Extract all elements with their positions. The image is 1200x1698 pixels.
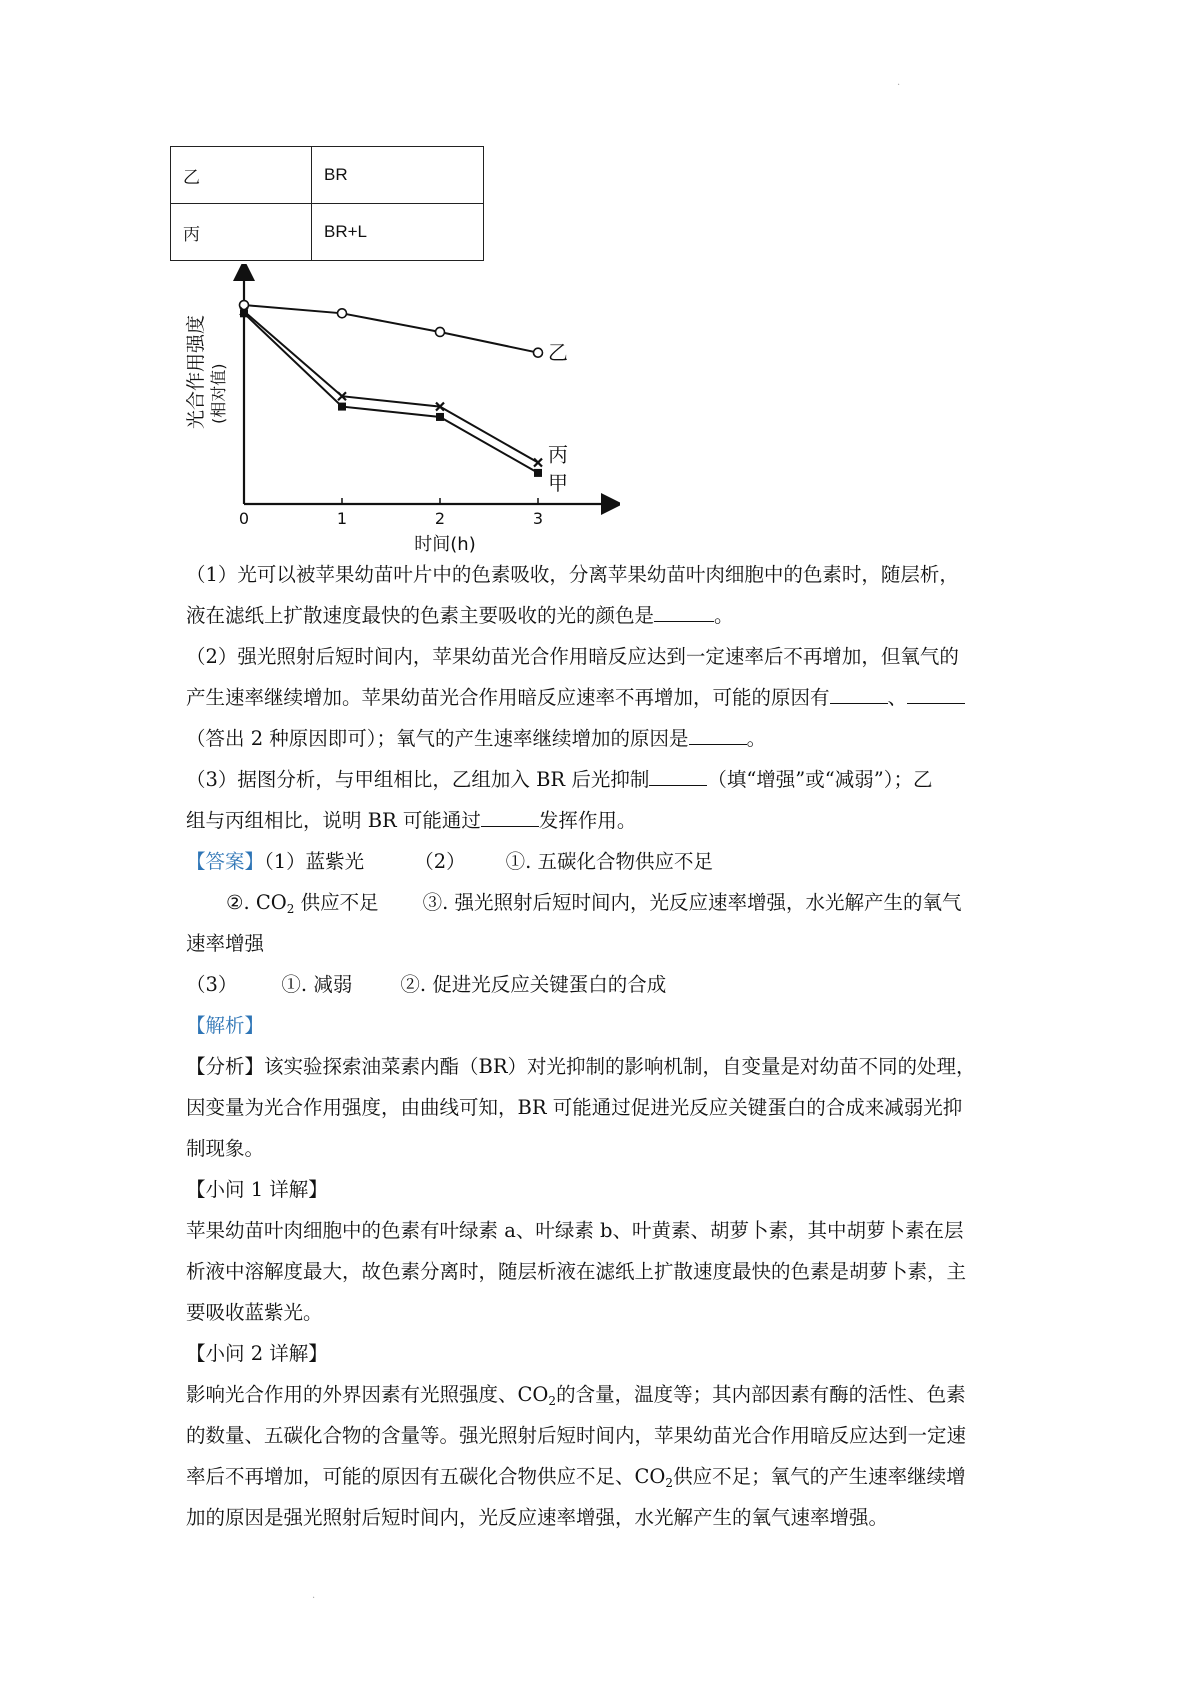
answer-blank (830, 683, 888, 704)
data-point-circle (338, 309, 347, 318)
series-label: 丙 (548, 442, 568, 467)
answer-2-label: （2） (414, 850, 466, 873)
fenxi-line: 因变量为光合作用强度，由曲线可知，BR 可能通过促进光反应关键蛋白的合成来减弱光抑 (186, 1096, 963, 1119)
series-line (244, 311, 538, 462)
table-cell-treatment: BR+L (312, 204, 484, 261)
x-axis-label: 时间(h) (414, 534, 476, 554)
sub2-line1-text: 影响光合作用的外界因素有光照强度、CO (186, 1383, 549, 1406)
answer-blank (649, 765, 707, 786)
x-tick-label: 3 (532, 509, 544, 528)
series-line (244, 313, 538, 473)
q3-line2-tail: 发挥作用。 (538, 809, 637, 832)
sub2-line1 (186, 1374, 1026, 1415)
data-point-cross (534, 459, 542, 467)
answer-blank (654, 601, 714, 622)
answer-3-2: ②. 促进光反应关键蛋白的合成 (400, 973, 667, 996)
q3-line2-text: 组与丙组相比，说明 BR 可能通过 (186, 809, 481, 832)
table-cell-treatment: BR (312, 147, 484, 204)
sub2-line3-text: 率后不再增加，可能的原因有五碳化合物供应不足、CO (186, 1465, 666, 1488)
data-point-circle (534, 348, 543, 357)
answer-2-3: ③. 强光照射后短时间内，光反应速率增强，水光解产生的氧气 (422, 891, 962, 914)
q2-line2-text: 产生速率继续增加。苹果幼苗光合作用暗反应速率不再增加，可能的原因有 (186, 686, 830, 709)
q2-line3-text: （答出 2 种原因即可）；氧气的产生速率继续增加的原因是 (186, 727, 689, 750)
subscript: 2 (548, 1394, 557, 1408)
table-cell-group: 丙 (171, 204, 312, 261)
answer-1: （1）蓝紫光 (264, 850, 365, 873)
sub2-line3 (186, 1456, 1026, 1497)
sub2-line4: 加的原因是强光照射后短时间内，光反应速率增强，水光解产生的氧气速率增强。 (186, 1506, 889, 1529)
answer-line1 (186, 841, 1026, 882)
fenxi-line: 制现象。 (186, 1137, 265, 1160)
series-label: 乙 (548, 340, 568, 365)
q1-line2 (186, 595, 1026, 636)
page-mark: · (897, 80, 901, 91)
subscript: 2 (665, 1476, 674, 1490)
q1-line1: （1）光可以被苹果幼苗叶片中的色素吸收，分离苹果幼苗叶肉细胞中的色素时，随层析， (186, 563, 959, 586)
answer-blank (481, 806, 539, 827)
series-label: 甲 (548, 470, 568, 495)
answer-tag: 【答案】 (186, 850, 265, 873)
y-axis-label: 光合作用强度 (185, 314, 207, 429)
sub2-line1-tail: 的含量，温度等；其内部因素有酶的活性、色素 (556, 1383, 966, 1406)
x-tick-label: 2 (434, 509, 446, 528)
x-tick-label: 1 (336, 509, 348, 528)
q1-end: 。 (714, 604, 734, 627)
answer-line4 (186, 964, 1026, 1005)
q2-end: 。 (746, 727, 767, 750)
data-point-circle (436, 327, 445, 336)
data-point-square (338, 403, 346, 411)
answer-blank (689, 724, 747, 745)
q2-line1: （2）强光照射后短时间内，苹果幼苗光合作用暗反应达到一定速率后不再增加，但氧气的 (186, 645, 959, 668)
series-line (244, 305, 538, 353)
question-block (186, 554, 1026, 1538)
q3-line1 (186, 759, 1026, 800)
answer-2-2 (226, 891, 379, 914)
sub1-line: 析液中溶解度最大，故色素分离时，随层析液在滤纸上扩散速度最快的色素是胡萝卜素，主 (186, 1260, 967, 1283)
q3-line2 (186, 800, 1026, 841)
table-cell-group: 乙 (171, 147, 312, 204)
table-row (171, 147, 484, 204)
answer-2-1: ①. 五碳化合物供应不足 (505, 850, 714, 873)
answer-blank (907, 683, 965, 704)
q2-sep: 、 (887, 686, 908, 709)
page-mark: · (312, 1593, 316, 1604)
photosynthesis-chart (180, 264, 620, 554)
sub1-line: 苹果幼苗叶肉细胞中的色素有叶绿素 a、叶绿素 b、叶黄素、胡萝卜素，其中胡萝卜素在层 (186, 1219, 964, 1242)
q3-line1-text: （3）据图分析，与甲组相比，乙组加入 BR 后光抑制 (186, 768, 650, 791)
data-point-square (436, 413, 444, 421)
answer-2-2-tail: 供应不足 (294, 891, 379, 914)
q1-line2-text: 液在滤纸上扩散速度最快的色素主要吸收的光的颜色是 (186, 604, 655, 627)
sub2-line2: 的数量、五碳化合物的含量等。强光照射后短时间内，苹果幼苗光合作用暗反应达到一定速 (186, 1424, 967, 1447)
sub2-title: 【小问 2 详解】 (186, 1342, 328, 1365)
sub1-title: 【小问 1 详解】 (186, 1178, 328, 1201)
data-point-square (534, 469, 542, 477)
answer-3-1: ①. 减弱 (281, 973, 353, 996)
answer-line3: 速率增强 (186, 932, 265, 955)
answer-3-label: （3） (186, 973, 238, 996)
analysis-tag: 【解析】 (186, 1014, 265, 1037)
x-tick-label: 0 (238, 509, 250, 528)
treatment-table (170, 146, 484, 261)
q3-line1-tail: （填“增强”或“减弱”）；乙 (707, 768, 933, 791)
q2-line3 (186, 718, 1026, 759)
answer-line2 (186, 882, 1026, 923)
sub2-line3-tail: 供应不足；氧气的产生速率继续增 (673, 1465, 966, 1488)
fenxi-line: 【分析】该实验探索油菜素内酯（BR）对光抑制的影响机制，自变量是对幼苗不同的处理， (186, 1055, 976, 1078)
sub1-line: 要吸收蓝紫光。 (186, 1301, 323, 1324)
subscript: 2 (286, 902, 295, 916)
answer-2-2-text: ②. CO (226, 891, 287, 914)
y-axis-sublabel: (相对值) (209, 363, 228, 424)
data-point-square (240, 309, 248, 317)
table-row (171, 204, 484, 261)
q2-line2 (186, 677, 1026, 718)
